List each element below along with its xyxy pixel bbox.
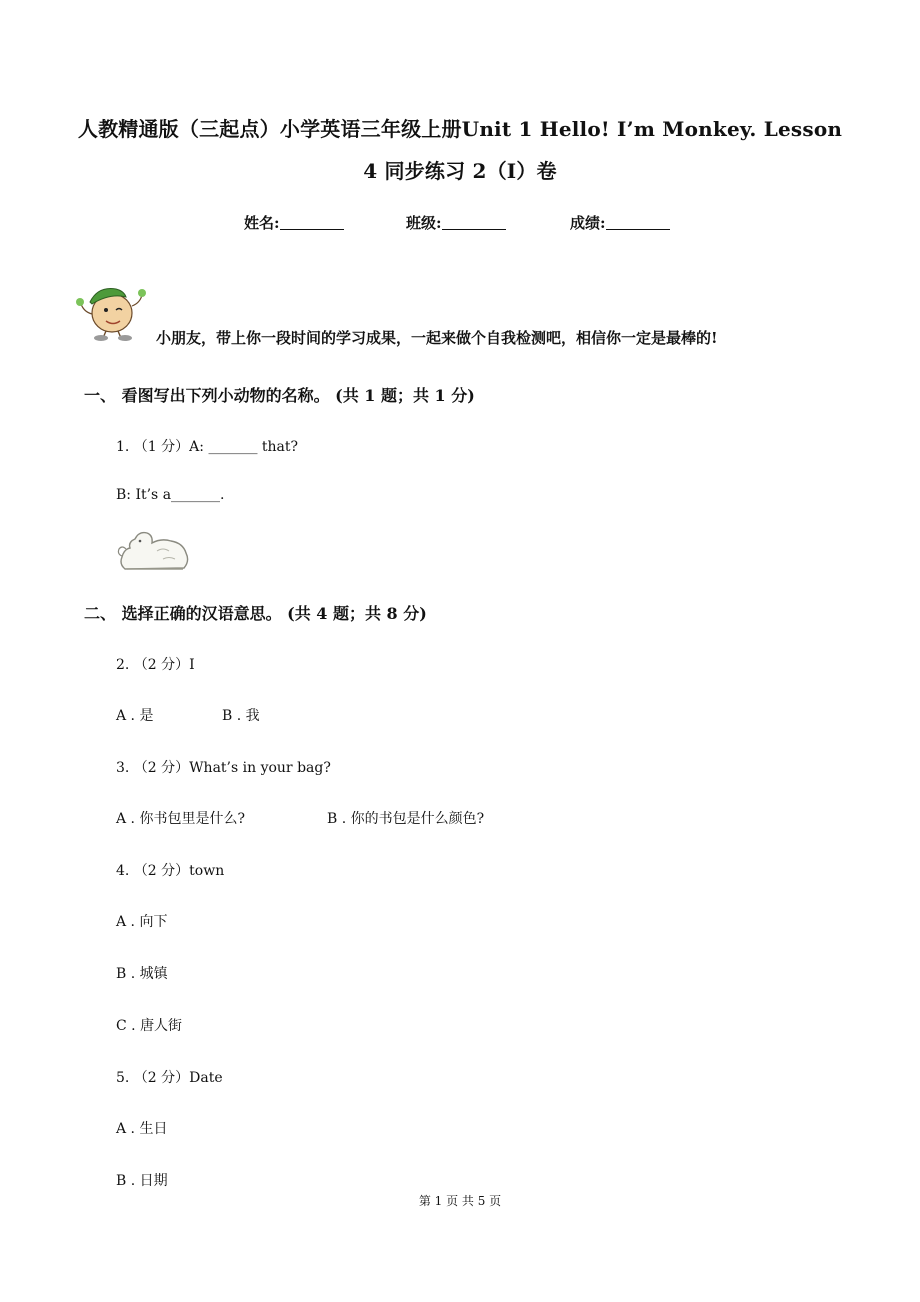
question-line: B: It’s a_______.	[116, 487, 225, 503]
document-title-line-1: 人教精通版（三起点）小学英语三年级上册Unit 1 Hello! I’m Monkey. Lesson	[77, 117, 843, 141]
document-title-line-2: 4 同步练习 2（I）卷	[363, 159, 557, 183]
answer-option[interactable]: B . 日期	[116, 1173, 168, 1189]
class-field	[406, 212, 506, 233]
score-blank[interactable]	[606, 214, 670, 230]
intro-text: 小朋友，带上你一段时间的学习成果，一起来做个自我检测吧，相信你一定是最棒的!	[156, 329, 718, 347]
name-field	[244, 212, 344, 233]
answer-option[interactable]: C . 唐人街	[116, 1018, 183, 1034]
answer-option[interactable]: A . 是	[116, 708, 154, 724]
score-field	[570, 212, 670, 233]
question-line: 1. （1 分）A: _______ that?	[116, 439, 299, 455]
answer-option[interactable]: A . 你书包里是什么?	[116, 811, 245, 827]
answer-option[interactable]: B . 我	[222, 708, 260, 724]
question-stem: 5. （2 分）Date	[116, 1070, 223, 1086]
answer-option[interactable]: B . 你的书包是什么颜色?	[327, 811, 485, 827]
sheep-picture-icon	[113, 527, 191, 575]
class-blank[interactable]	[442, 214, 506, 230]
score-label: 成绩:	[570, 214, 606, 232]
answer-option[interactable]: A . 生日	[116, 1121, 168, 1137]
question-stem: 2. （2 分）I	[116, 657, 195, 673]
page-number: 第 1 页 共 5 页	[418, 1194, 502, 1208]
answer-option[interactable]: A . 向下	[116, 914, 168, 930]
name-blank[interactable]	[280, 214, 344, 230]
question-stem: 3. （2 分）What’s in your bag?	[116, 760, 331, 776]
answer-option[interactable]: B . 城镇	[116, 966, 168, 982]
cartoon-boy-mascot-icon	[72, 280, 152, 342]
section-heading: 一、 看图写出下列小动物的名称。 (共 1 题；共 1 分)	[84, 386, 475, 405]
class-label: 班级:	[406, 214, 442, 232]
section-heading: 二、 选择正确的汉语意思。 (共 4 题；共 8 分)	[84, 604, 427, 623]
question-stem: 4. （2 分）town	[116, 863, 225, 879]
name-label: 姓名:	[244, 214, 280, 232]
